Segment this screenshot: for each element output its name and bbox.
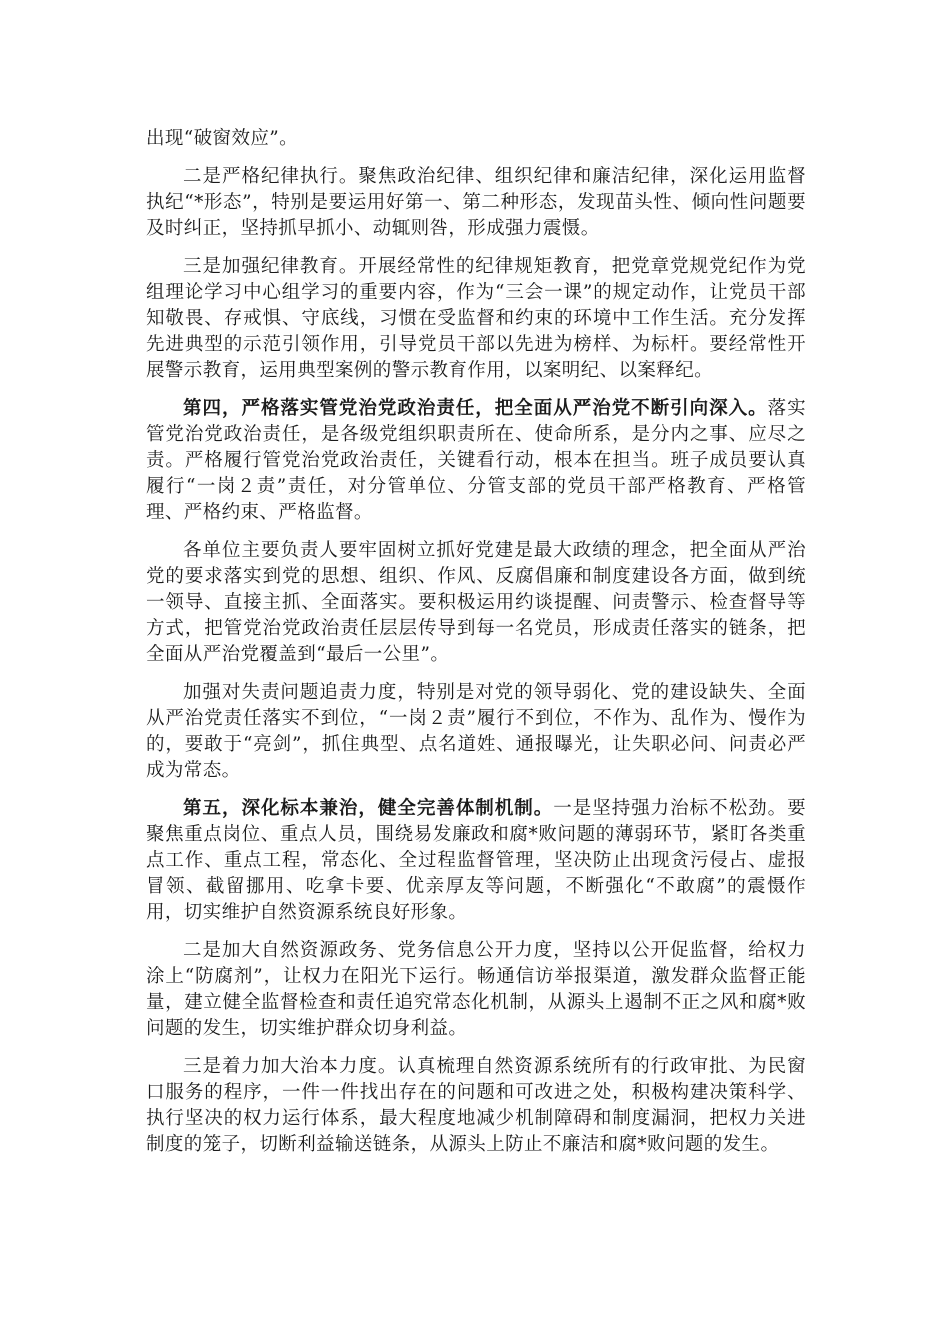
- paragraph-4: [146, 396, 806, 526]
- paragraph-text: 一是坚持强力治标不松劲。要聚焦重点岗位、重点人员，围绕易发廉政和腐*败问题的薄弱环节，紧盯各类重点工作、重点工程，常态化、全过程监督管理，坚决防止出现贪污侵占、虚报冒领、截留挪用、吃拿卡要、优亲厚友等问题，不断强化“不敢腐”的震慑作用，切实维护自然资源系统良好形象。: [146, 798, 806, 923]
- paragraph-text: 三是加强纪律教育。开展经常性的纪律规矩教育，把党章党规党纪作为党组理论学习中心组学习的重要内容，作为“三会一课”的规定动作，让党员干部知敬畏、存戒惧、守底线，习惯在受监督和约束的环境中工作生活。充分发挥先进典型的示范引领作用，引导党员干部以先进为榜样、为标杆。要经常性开展警示教育，运用典型案例的警示教育作用，以案明纪、以案释纪。: [146, 256, 806, 381]
- document-body: [146, 126, 806, 1170]
- paragraph-text: 出现“破窗效应”。: [146, 128, 299, 149]
- paragraph-text: 二是严格纪律执行。聚焦政治纪律、组织纪律和廉洁纪律，深化运用监督执纪“*形态”，特别是要运用好第一、第二种形态，发现苗头性、倾向性问题要及时纠正，坚持抓早抓小、动辄则咎，形成强力震慑。: [146, 166, 806, 239]
- section-heading-fifth: 第五，深化标本兼治，健全完善体制机制。: [183, 798, 554, 819]
- paragraph-8: [146, 938, 806, 1042]
- paragraph-text: 加强对失责问题追责力度，特别是对党的领导弱化、党的建设缺失、全面从严治党责任落实不到位，“一岗２责”履行不到位，不作为、乱作为、慢作为的，要敢于“亮剑”，抓住典型、点名道姓、通报曝光，让失职必问、问责必严成为常态。: [146, 682, 806, 781]
- paragraph-3: [146, 254, 806, 384]
- paragraph-7: [146, 796, 806, 926]
- paragraph-1: [146, 126, 806, 152]
- paragraph-text: 三是着力加大治本力度。认真梳理自然资源系统所有的行政审批、为民窗口服务的程序，一件一件找出存在的问题和可改进之处，积极构建决策科学、执行坚决的权力运行体系，最大程度地减少机制障碍和制度漏洞，把权力关进制度的笼子，切断利益输送链条，从源头上防止不廉洁和腐*败问题的发生。: [146, 1056, 806, 1155]
- paragraph-2: [146, 164, 806, 242]
- paragraph-text: 二是加大自然资源政务、党务信息公开力度，坚持以公开促监督，给权力涂上“防腐剂”，让权力在阳光下运行。畅通信访举报渠道，激发群众监督正能量，建立健全监督检查和责任追究常态化机制，从源头上遏制不正之风和腐*败问题的发生，切实维护群众切身利益。: [146, 940, 806, 1039]
- section-heading-fourth: 第四，严格落实管党治党政治责任，把全面从严治党不断引向深入。: [183, 398, 768, 419]
- paragraph-6: [146, 680, 806, 784]
- paragraph-9: [146, 1054, 806, 1158]
- paragraph-text: 各单位主要负责人要牢固树立抓好党建是最大政绩的理念，把全面从严治党的要求落实到党的思想、组织、作风、反腐倡廉和制度建设各方面，做到统一领导、直接主抓、全面落实。要积极运用约谈提醒、问责警示、检查督导等方式，把管党治党政治责任层层传导到每一名党员，形成责任落实的链条，把全面从严治党覆盖到“最后一公里”。: [146, 540, 806, 665]
- paragraph-5: [146, 538, 806, 668]
- paragraph-text: 落实管党治党政治责任，是各级党组织职责所在、使命所系，是分内之事、应尽之责。严格履行管党治党政治责任，关键看行动，根本在担当。班子成员要认真履行“一岗２责”责任，对分管单位、分管支部的党员干部严格教育、严格管理、严格约束、严格监督。: [146, 398, 806, 523]
